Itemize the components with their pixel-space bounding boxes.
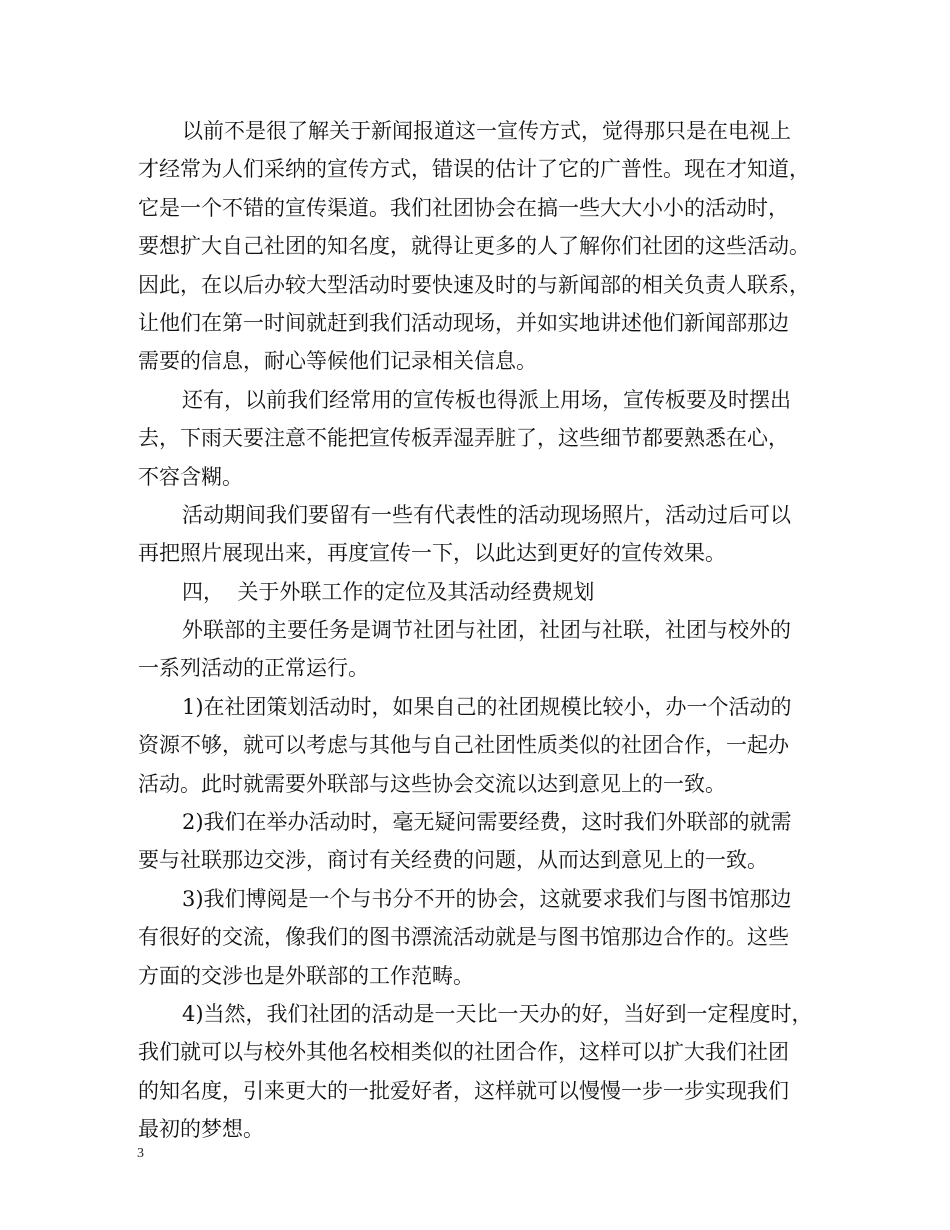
list-item-line: 资源不够，就可以考虑与其他与自己社团性质类似的社团合作，一起办 bbox=[138, 733, 789, 758]
list-item-line: 3)我们博阅是一个与书分不开的协会，这就要求我们与图书馆那边 bbox=[182, 886, 792, 911]
paragraph-line: 一系列活动的正常运行。 bbox=[138, 656, 369, 681]
paragraph-line: 因此，在以后办较大型活动时要快速及时的与新闻部的相关负责人联系， bbox=[138, 272, 810, 297]
paragraph-line: 它是一个不错的宣传渠道。我们社团协会在搞一些大大小小的活动时， bbox=[138, 195, 789, 220]
list-item-line: 我们就可以与校外其他名校相类似的社团合作，这样可以扩大我们社团 bbox=[138, 1040, 789, 1065]
list-item-line: 方面的交涉也是外联部的工作范畴。 bbox=[138, 963, 474, 988]
paragraph-line: 活动期间我们要留有一些有代表性的活动现场照片，活动过后可以 bbox=[182, 502, 791, 527]
paragraph-line: 还有，以前我们经常用的宣传板也得派上用场，宣传板要及时摆出 bbox=[182, 387, 791, 412]
paragraph-line: 不容含糊。 bbox=[138, 464, 243, 489]
page-number: 3 bbox=[137, 1146, 144, 1161]
paragraph-line: 让他们在第一时间就赶到我们活动现场，并如实地讲述他们新闻部那边 bbox=[138, 310, 789, 335]
list-item-line: 2)我们在举办活动时，毫无疑问需要经费，这时我们外联部的就需 bbox=[182, 810, 792, 835]
paragraph-line: 要想扩大自己社团的知名度，就得让更多的人了解你们社团的这些活动。 bbox=[138, 234, 810, 259]
list-item-line: 有很好的交流，像我们的图书漂流活动就是与图书馆那边合作的。这些 bbox=[138, 925, 789, 950]
list-item-line: 要与社联那边交涉，商讨有关经费的问题，从而达到意见上的一致。 bbox=[138, 848, 768, 873]
list-item-line: 最初的梦想。 bbox=[138, 1117, 264, 1142]
paragraph-line: 再把照片展现出来，再度宣传一下，以此达到更好的宣传效果。 bbox=[138, 541, 726, 566]
body-text bbox=[138, 112, 838, 1149]
paragraph-line: 需要的信息，耐心等候他们记录相关信息。 bbox=[138, 349, 537, 374]
list-item-line: 的知名度，引来更大的一批爱好者，这样就可以慢慢一步一步实现我们 bbox=[138, 1078, 789, 1103]
section-heading: 四， 关于外联工作的定位及其活动经费规划 bbox=[182, 579, 595, 604]
paragraph-line: 以前不是很了解关于新闻报道这一宣传方式，觉得那只是在电视上 bbox=[182, 119, 791, 143]
paragraph-line: 外联部的主要任务是调节社团与社团，社团与社联，社团与校外的 bbox=[182, 618, 791, 643]
list-item-line: 1)在社团策划活动时，如果自己的社团规模比较小，办一个活动的 bbox=[182, 694, 792, 719]
list-item-line: 4)当然，我们社团的活动是一天比一天办的好，当好到一定程度时， bbox=[182, 1001, 813, 1026]
paragraph-line: 才经常为人们采纳的宣传方式，错误的估计了它的广普性。现在才知道， bbox=[138, 157, 810, 182]
list-item-line: 活动。此时就需要外联部与这些协会交流以达到意见上的一致。 bbox=[138, 771, 726, 796]
paragraph-line: 去，下雨天要注意不能把宣传板弄湿弄脏了，这些细节都要熟悉在心， bbox=[138, 426, 789, 451]
